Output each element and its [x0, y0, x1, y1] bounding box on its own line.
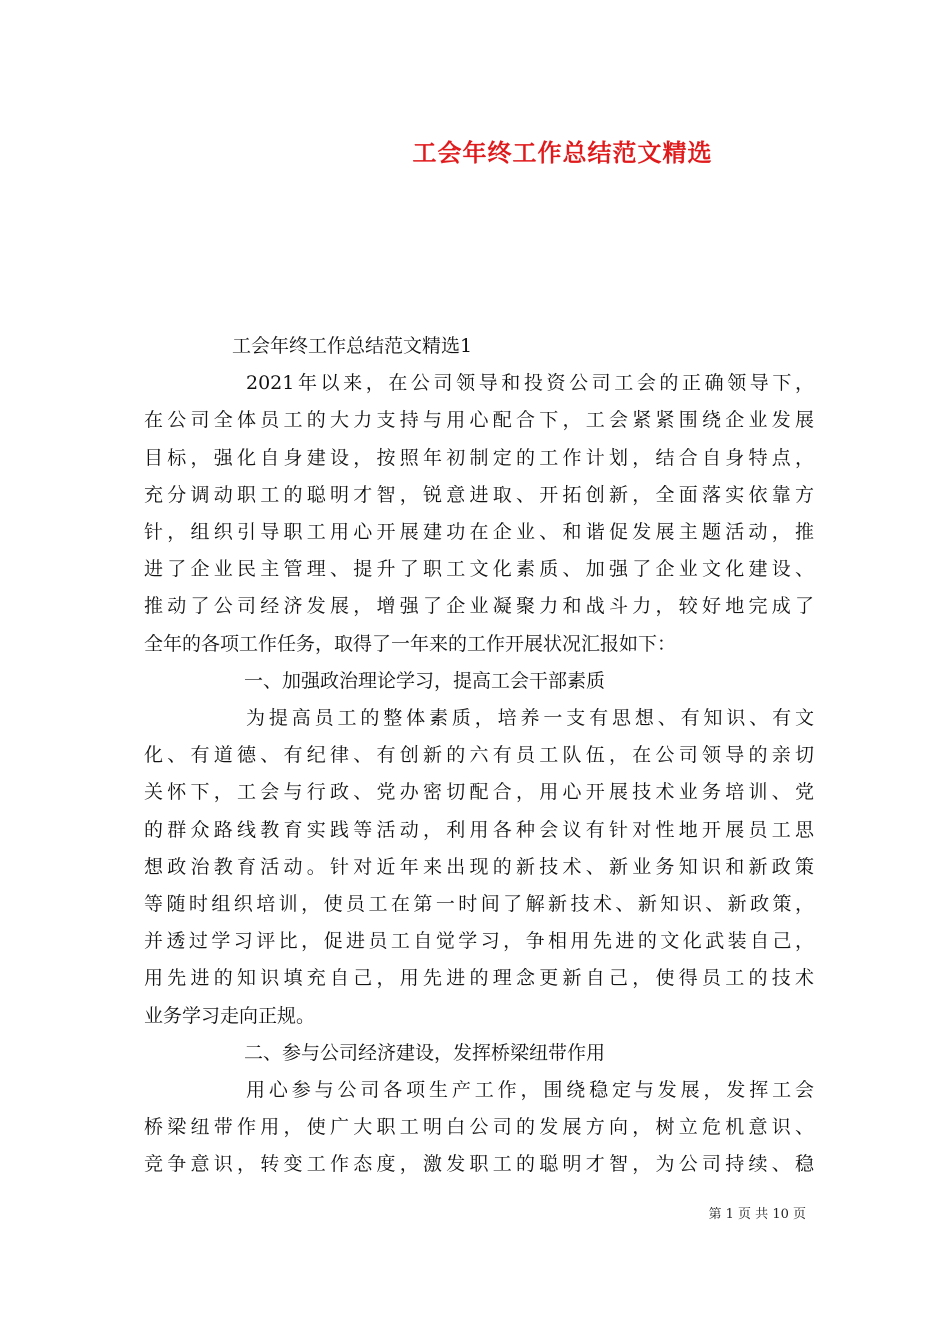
paragraph-line: 目标，强化自身建设，按照年初制定的工作计划，结合自身特点，: [144, 446, 814, 469]
paragraph-line: 业务学习走向正规。: [144, 1004, 316, 1027]
document-title: 工会年终工作总结范文精选: [412, 138, 713, 167]
section-subtitle: 工会年终工作总结范文精选1: [232, 335, 473, 357]
paragraph-line: 用心参与公司各项生产工作，围绕稳定与发展，发挥工会: [246, 1079, 814, 1102]
paragraph-line: 并透过学习评比，促进员工自觉学习，争相用先进的文化武装自己，: [144, 930, 814, 953]
paragraph-line: 针，组织引导职工用心开展建功在企业、和谐促发展主题活动，推: [144, 521, 814, 544]
paragraph-line: 在公司全体员工的大力支持与用心配合下，工会紧紧围绕企业发展: [144, 409, 814, 432]
page-number-footer: 第 1 页 共 10 页: [708, 1207, 806, 1222]
paragraph-line: 的群众路线教育实践等活动，利用各种会议有针对性地开展员工思: [144, 818, 814, 841]
paragraph-line: 为提高员工的整体素质，培养一支有思想、有知识、有文: [246, 707, 814, 730]
paragraph-line: 化、有道德、有纪律、有创新的六有员工队伍，在公司领导的亲切: [144, 744, 814, 767]
paragraph-line: 想政治教育活动。针对近年来出现的新技术、新业务知识和新政策: [144, 855, 814, 878]
document-body: [144, 328, 814, 1184]
paragraph-line: 等随时组织培训，使员工在第一时间了解新技术、新知识、新政策，: [144, 893, 814, 916]
paragraph-line: 推动了公司经济发展，增强了企业凝聚力和战斗力，较好地完成了: [144, 595, 814, 618]
paragraph-line: 2021年以来，在公司领导和投资公司工会的正确领导下，: [246, 372, 814, 395]
paragraph-line: 充分调动职工的聪明才智，锐意进取、开拓创新，全面落实依靠方: [144, 483, 814, 506]
paragraph-line: 关怀下，工会与行政、党办密切配合，用心开展技术业务培训、党: [144, 781, 814, 804]
paragraph-line: 桥梁纽带作用，使广大职工明白公司的发展方向，树立危机意识、: [144, 1116, 814, 1139]
section-heading: 二、参与公司经济建设，发挥桥梁纽带作用: [244, 1041, 606, 1064]
paragraph-line: 用先进的知识填充自己，用先进的理念更新自己，使得员工的技术: [144, 967, 814, 990]
paragraph-line: 全年的各项工作任务，取得了一年来的工作开展状况汇报如下：: [144, 632, 677, 655]
paragraph-line: 进了企业民主管理、提升了职工文化素质、加强了企业文化建设、: [144, 558, 814, 581]
section-heading: 一、加强政治理论学习，提高工会干部素质: [244, 669, 606, 692]
paragraph-line: 竞争意识，转变工作态度，激发职工的聪明才智，为公司持续、稳: [144, 1153, 814, 1176]
